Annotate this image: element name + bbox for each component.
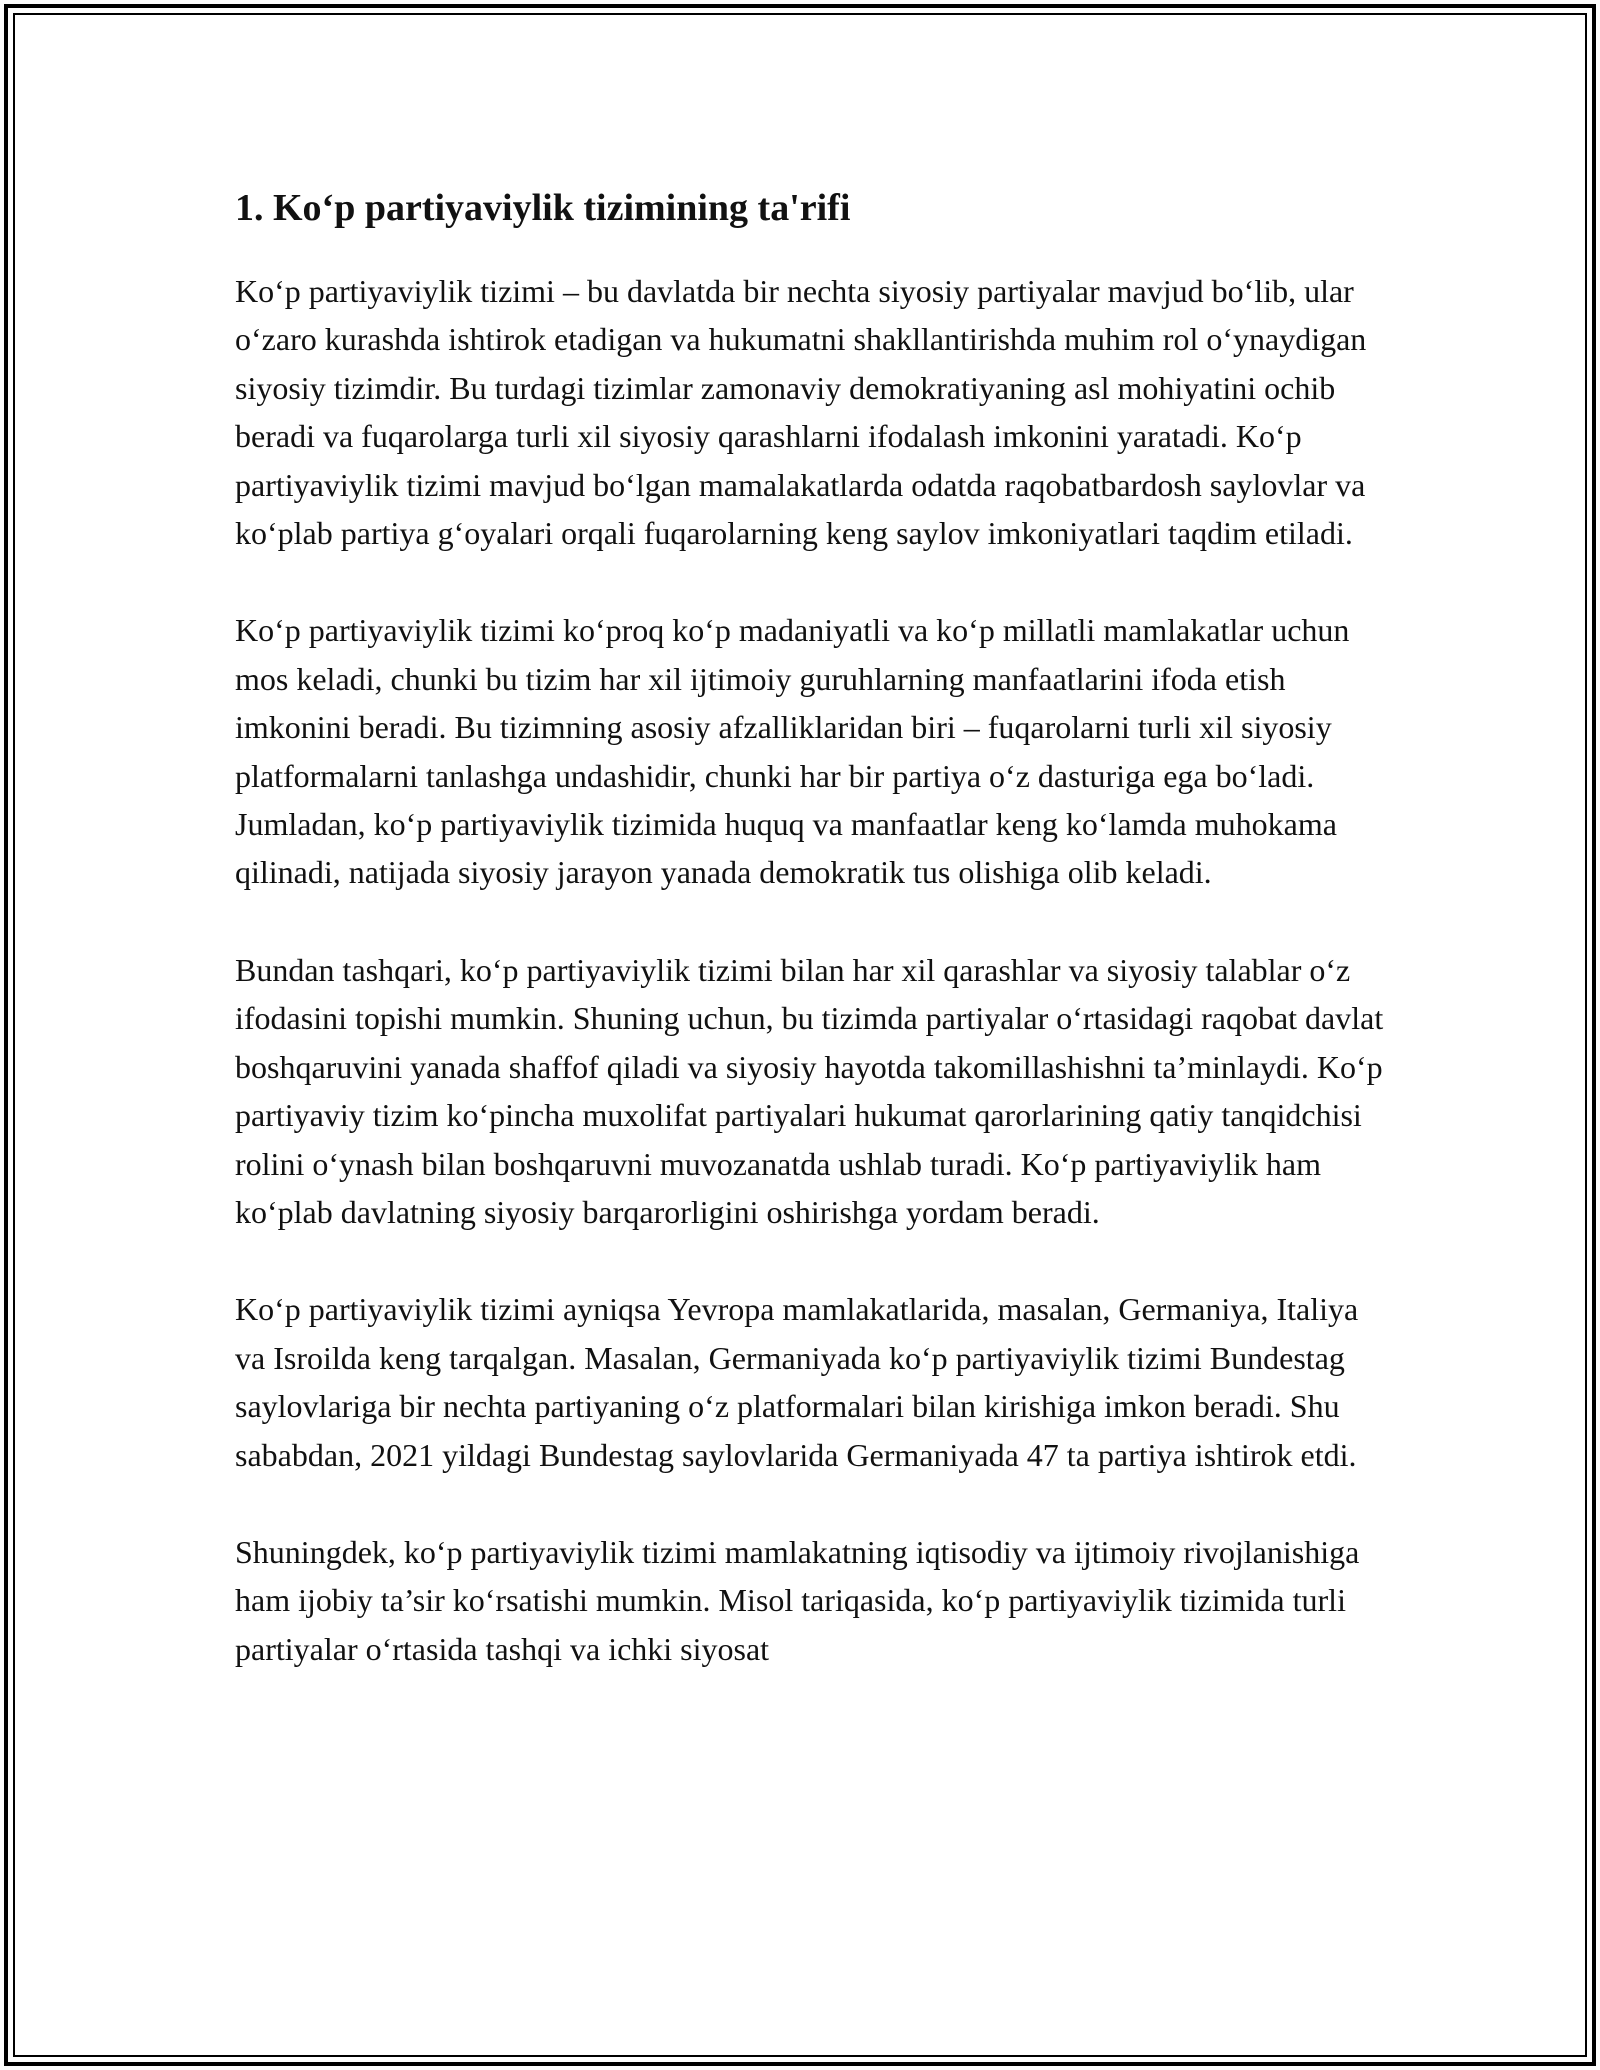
paragraph-1: Koʻp partiyaviylik tizimi – bu davlatda bir nechta siyosiy partiyalar mavjud boʻlib, ular oʻzaro kurashda ishtirok etadigan va hukumatni shakllantirishda muhim rol oʻynaydigan siyosiy tizimdir. Bu turdagi tizimlar zamonaviy demokratiyaning asl mohiyatini ochib beradi va fuqarolarga turli xil siyosiy qarashlarni ifodalash imkonini yaratadi. Koʻp partiyaviylik tizimi mavjud boʻlgan mamalakatlarda odatda raqobatbardosh saylovlar va koʻplab partiya gʻoyalari orqali fuqarolarning keng saylov imkoniyatlari taqdim etiladi. — [235, 273, 1367, 552]
paragraph-4: Koʻp partiyaviylik tizimi ayniqsa Yevropa mamlakatlarida, masalan, Germaniya, Italiya va Isroilda keng tarqalgan. Masalan, Germaniyada koʻp partiyaviylik tizimi Bundestag saylovlariga bir nechta partiyaning oʻz platformalari bilan kirishiga imkon beradi. Shu sababdan, 2021 yildagi Bundestag saylovlarida Germaniyada 47 ta partiya ishtirok etdi. — [235, 1291, 1359, 1473]
document-body — [235, 183, 1385, 1722]
section-heading: 1. Koʻp partiyaviylik tizimining ta'rifi — [235, 187, 851, 229]
paragraph-5: Shuningdek, koʻp partiyaviylik tizimi mamlakatning iqtisodiy va ijtimoiy rivojlanishiga ham ijobiy ta’sir koʻrsatishi mumkin. Misol tariqasida, koʻp partiyaviylik tizimida turli partiyalar oʻrtasida tashqi va ichki siyosat — [235, 1533, 1360, 1667]
paragraph-3: Bundan tashqari, koʻp partiyaviylik tizimi bilan har xil qarashlar va siyosiy talablar oʻz ifodasini topishi mumkin. Shuning uchun, bu tizimda partiyalar oʻrtasidagi raqobat davlat boshqaruvini yanada shaffof qiladi va siyosiy hayotda takomillashishni ta’minlaydi. Koʻp partiyaviy tizim koʻpincha muxolifat partiyalari hukumat qarorlarining qatiy tanqidchisi rolini oʻynash bilan boshqaruvni muvozanatda ushlab turadi. Koʻp partiyaviylik ham koʻplab davlatning siyosiy barqarorligini oshirishga yordam beradi. — [235, 951, 1384, 1230]
paragraph-2: Koʻp partiyaviylik tizimi koʻproq koʻp madaniyatli va koʻp millatli mamlakatlar uchun mos keladi, chunki bu tizim har xil ijtimoiy guruhlarning manfaatlarini ifoda etish imkonini beradi. Bu tizimning asosiy afzalliklaridan biri – fuqarolarni turli xil siyosiy platformalarni tanlashga undashidir, chunki har bir partiya oʻz dasturiga ega boʻladi. Jumladan, koʻp partiyaviylik tizimida huquq va manfaatlar keng koʻlamda muhokama qilinadi, natijada siyosiy jarayon yanada demokratik tus olishiga olib keladi. — [235, 612, 1350, 891]
